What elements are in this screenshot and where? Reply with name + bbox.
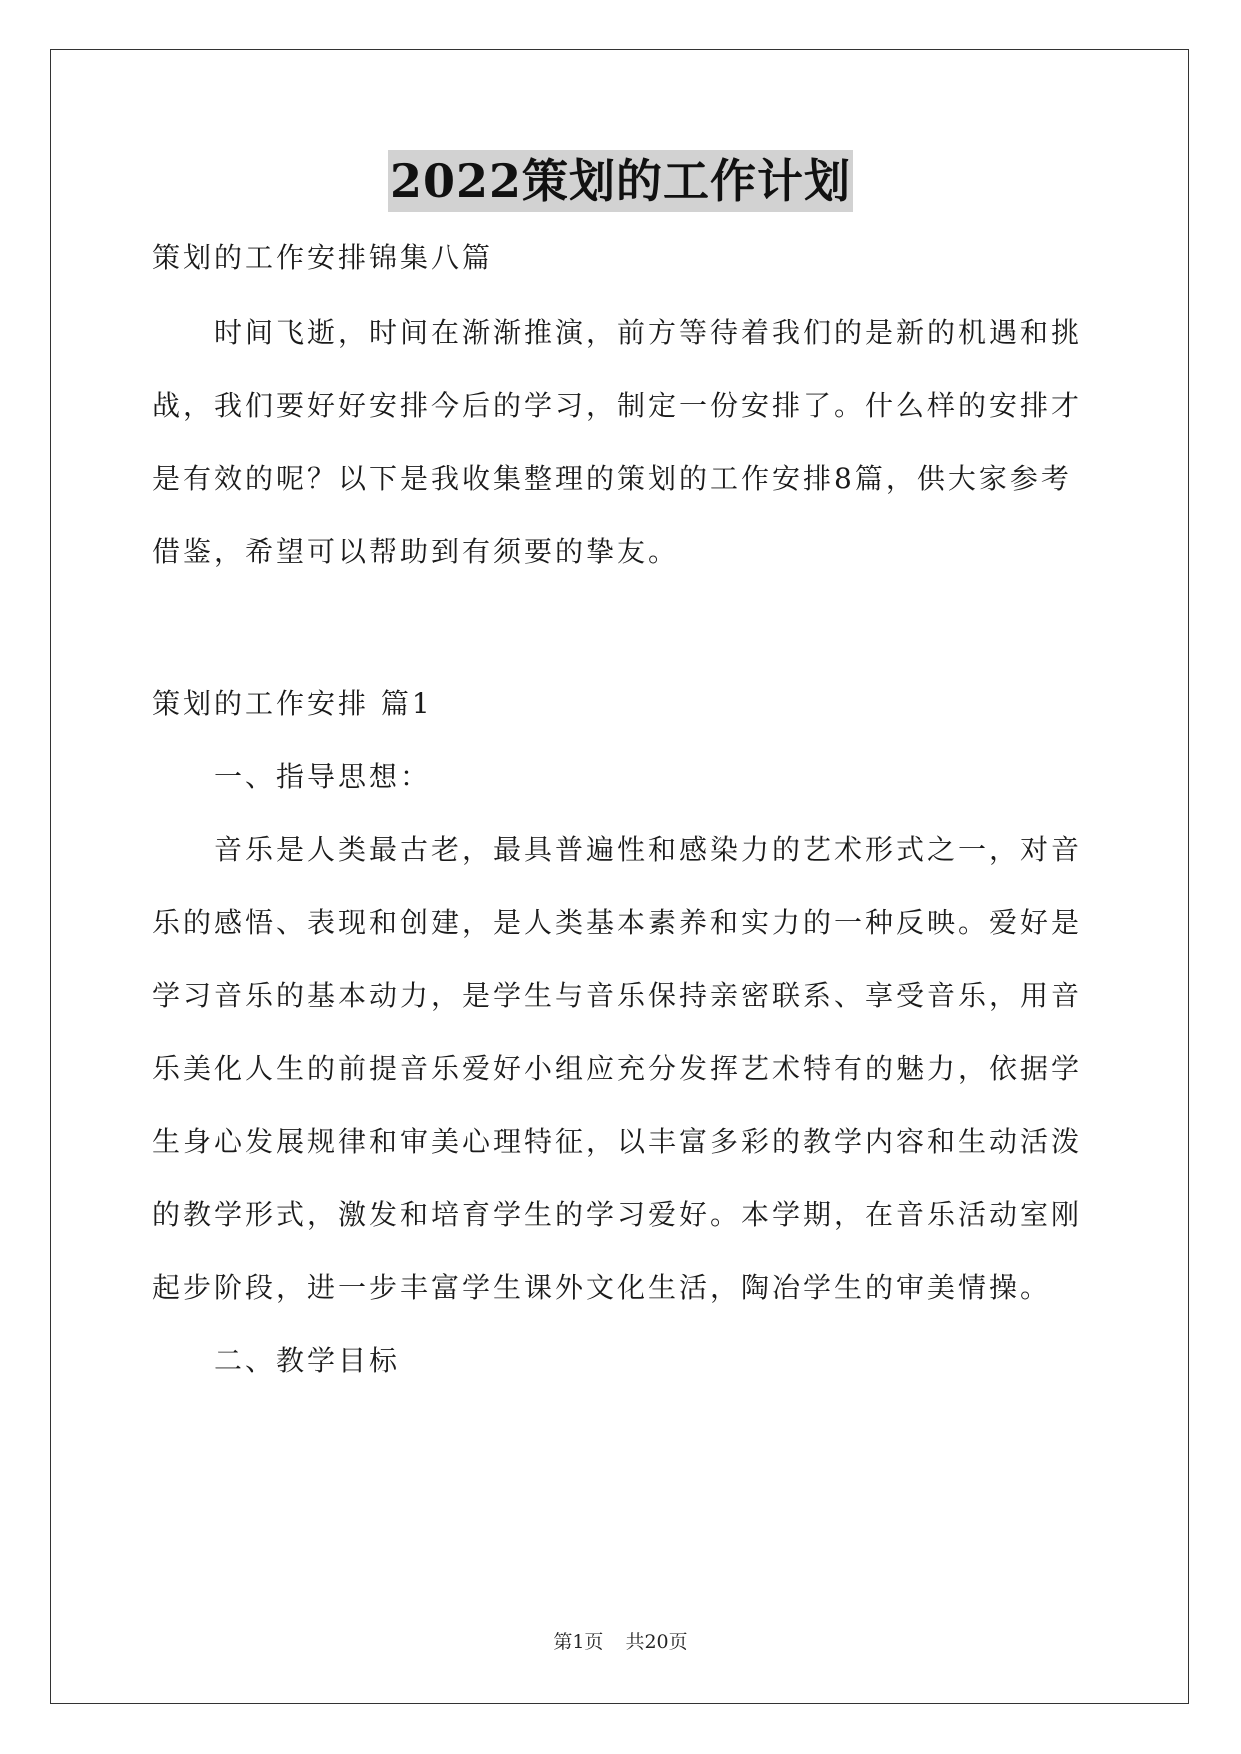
section-heading: 策划的工作安排 篇1 <box>152 687 433 720</box>
title-container <box>0 150 1241 212</box>
body-line-6: 的教学形式，激发和培育学生的学习爱好。本学期，在音乐活动室刚 <box>152 1198 1083 1231</box>
body-line-5: 生身心发展规律和审美心理特征，以丰富多彩的教学内容和生动活泼 <box>152 1125 1083 1158</box>
body-line-2: 乐的感悟、表现和创建，是人类基本素养和实力的一种反映。爱好是 <box>152 906 1083 939</box>
point-two-heading: 二、教学目标 <box>214 1344 401 1377</box>
body-line-7: 起步阶段，进一步丰富学生课外文化生活，陶冶学生的审美情操。 <box>152 1271 1052 1304</box>
page-total: 共20页 <box>625 1631 688 1653</box>
page-footer <box>0 1627 1241 1654</box>
page-border <box>50 49 1189 1704</box>
body-line-1: 音乐是人类最古老，最具普遍性和感染力的艺术形式之一，对音 <box>214 833 1083 866</box>
page-title: 2022策划的工作计划 <box>388 150 853 212</box>
intro-line-2: 战，我们要好好安排今后的学习，制定一份安排了。什么样的安排才 <box>152 389 1083 422</box>
intro-line-3: 是有效的呢？以下是我收集整理的策划的工作安排8篇，供大家参考 <box>152 462 1072 495</box>
body-line-3: 学习音乐的基本动力，是学生与音乐保持亲密联系、享受音乐，用音 <box>152 979 1083 1012</box>
intro-line-1: 时间飞逝，时间在渐渐推演，前方等待着我们的是新的机遇和挑 <box>214 316 1083 349</box>
intro-line-4: 借鉴，希望可以帮助到有须要的挚友。 <box>152 535 680 568</box>
page-number: 第1页 <box>553 1631 604 1653</box>
point-one-heading: 一、指导思想： <box>214 760 432 793</box>
subtitle: 策划的工作安排锦集八篇 <box>152 241 494 274</box>
body-line-4: 乐美化人生的前提音乐爱好小组应充分发挥艺术特有的魅力，依据学 <box>152 1052 1083 1085</box>
